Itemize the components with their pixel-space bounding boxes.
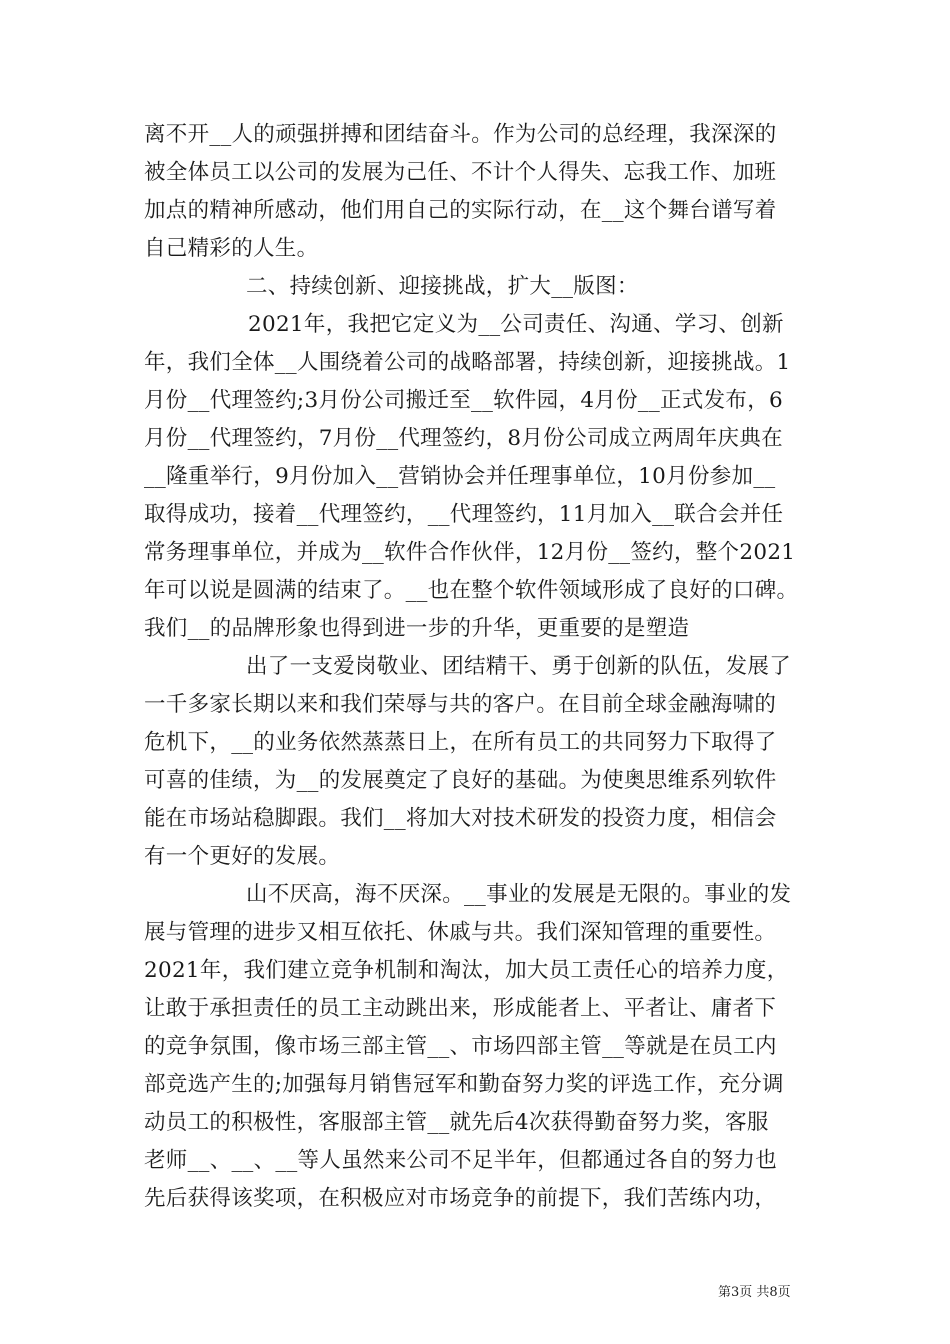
- paragraph-line: 危机下，__的业务依然蒸蒸日上，在所有员工的共同努力下取得了: [144, 730, 777, 755]
- paragraph-line: 有一个更好的发展。: [144, 844, 341, 869]
- page-number-footer: 第3页 共8页: [718, 1285, 791, 1300]
- paragraph-line: 自己精彩的人生。: [144, 236, 319, 261]
- paragraph-line: 老师__、__、__等人虽然来公司不足半年，但都通过各自的努力也: [144, 1148, 778, 1173]
- paragraph-line: 展与管理的进步又相互依托、休戚与共。我们深知管理的重要性。: [144, 920, 777, 945]
- paragraph-line: 让敢于承担责任的员工主动跳出来，形成能者上、平者让、庸者下: [144, 996, 777, 1021]
- paragraph-line: 先后获得该奖项，在积极应对市场竞争的前提下，我们苦练内功，: [144, 1186, 777, 1211]
- paragraph-line: 2021年，我们建立竞争机制和淘汰，加大员工责任心的培养力度，: [144, 958, 789, 983]
- paragraph-line: 常务理事单位，并成为__软件合作伙伴，12月份__签约，整个2021: [144, 540, 796, 565]
- paragraph-line: 可喜的佳绩，为__的发展奠定了良好的基础。为使奥思维系列软件: [144, 768, 777, 793]
- paragraph-line: 出了一支爱岗敬业、团结精干、勇于创新的队伍，发展了: [246, 654, 792, 679]
- paragraph-line: 年，我们全体__人围绕着公司的战略部署，持续创新，迎接挑战。1: [144, 350, 791, 375]
- paragraph-line: 月份__代理签约，7月份__代理签约，8月份公司成立两周年庆典在: [144, 426, 783, 451]
- paragraph-line: 加点的精神所感动，他们用自己的实际行动，在__这个舞台谱写着: [144, 198, 777, 223]
- paragraph-line: 一千多家长期以来和我们荣辱与共的客户。在目前全球金融海啸的: [144, 692, 777, 717]
- paragraph-line: 部竞选产生的;加强每月销售冠军和勤奋努力奖的评选工作，充分调: [144, 1072, 784, 1097]
- paragraph-line: 被全体员工以公司的发展为己任、不计个人得失、忘我工作、加班: [144, 160, 777, 185]
- paragraph-line: 动员工的积极性，客服部主管__就先后4次获得勤奋努力奖，客服: [144, 1110, 769, 1135]
- paragraph-line: 取得成功，接着__代理签约，__代理签约，11月加入__联合会并任: [144, 502, 784, 527]
- paragraph-line: 离不开__人的顽强拼搏和团结奋斗。作为公司的总经理，我深深的: [144, 122, 777, 147]
- paragraph-line: 2021年，我把它定义为__公司责任、沟通、学习、创新: [248, 312, 784, 337]
- paragraph-line: 山不厌高，海不厌深。__事业的发展是无限的。事业的发: [246, 882, 792, 907]
- section-heading: 二、持续创新、迎接挑战，扩大__版图：: [246, 274, 639, 299]
- paragraph-line: 年可以说是圆满的结束了。__也在整个软件领域形成了良好的口碑。: [144, 578, 799, 603]
- paragraph-line: 月份__代理签约;3月份公司搬迁至__软件园，4月份__正式发布，6: [144, 388, 783, 413]
- paragraph-line: 能在市场站稳脚跟。我们__将加大对技术研发的投资力度，相信会: [144, 806, 777, 831]
- paragraph-line: 我们__的品牌形象也得到进一步的升华，更重要的是塑造: [144, 616, 690, 641]
- paragraph-line: 的竞争氛围，像市场三部主管__、市场四部主管__等就是在员工内: [144, 1034, 777, 1059]
- paragraph-line: __隆重举行，9月份加入__营销协会并任理事单位，10月份参加__: [144, 464, 776, 489]
